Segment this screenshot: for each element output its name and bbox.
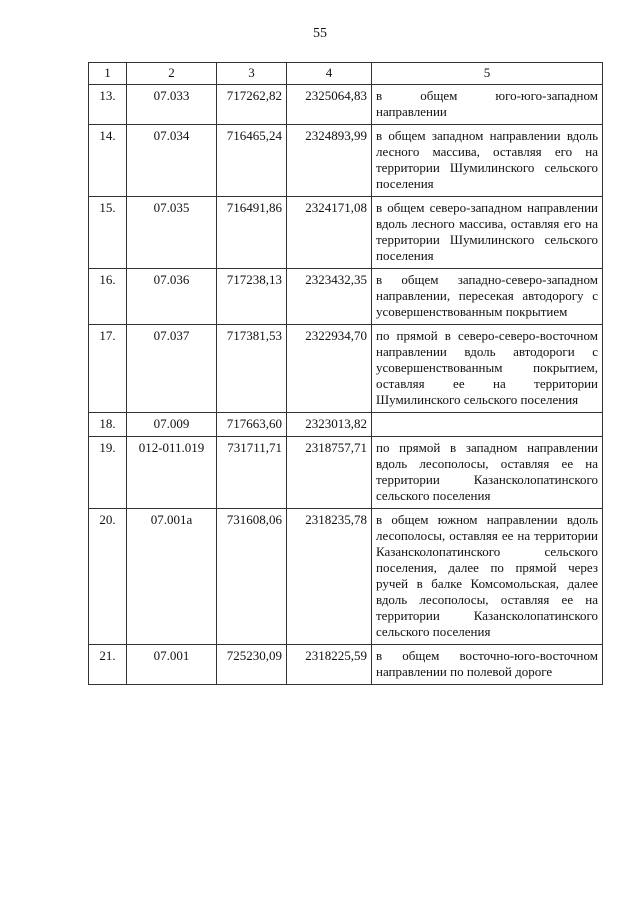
coord-x: 725230,09	[217, 645, 287, 685]
direction-description: в общем южном направлении вдоль лесополосы, оставляя ее на территории Казансколопатинского сельского поселения, далее по прямой через ручей в балке Комсомольская, далее вдоль лесополосы, оставляя ее на территории Казансколопатинского сельского поселения	[372, 509, 603, 645]
point-code: 07.009	[127, 413, 217, 437]
table-row	[89, 197, 603, 269]
header-col-3: 3	[217, 63, 287, 85]
table-body	[89, 85, 603, 685]
coord-x: 731608,06	[217, 509, 287, 645]
table-row	[89, 325, 603, 413]
direction-description	[372, 413, 603, 437]
coord-y: 2324893,99	[287, 125, 372, 197]
table-header-row	[89, 63, 603, 85]
coord-y: 2323013,82	[287, 413, 372, 437]
point-code: 07.035	[127, 197, 217, 269]
header-col-1: 1	[89, 63, 127, 85]
point-code: 012-011.019	[127, 437, 217, 509]
header-col-5: 5	[372, 63, 603, 85]
direction-description: по прямой в северо-северо-восточном направлении вдоль автодороги с усовершенствованным покрытием, оставляя ее на территории Шумилинского сельского поселения	[372, 325, 603, 413]
coord-y: 2323432,35	[287, 269, 372, 325]
row-number: 21.	[89, 645, 127, 685]
row-number: 17.	[89, 325, 127, 413]
table-row	[89, 269, 603, 325]
row-number: 19.	[89, 437, 127, 509]
coord-x: 717381,53	[217, 325, 287, 413]
point-code: 07.001	[127, 645, 217, 685]
coord-x: 717262,82	[217, 85, 287, 125]
coord-y: 2318225,59	[287, 645, 372, 685]
table-row	[89, 509, 603, 645]
table-row	[89, 437, 603, 509]
direction-description: в общем западном направлении вдоль лесного массива, оставляя его на территории Шумилинского сельского поселения	[372, 125, 603, 197]
header-col-2: 2	[127, 63, 217, 85]
point-code: 07.034	[127, 125, 217, 197]
direction-description: по прямой в западном направлении вдоль лесополосы, оставляя ее на территории Казансколопатинского сельского поселения	[372, 437, 603, 509]
coord-x: 717238,13	[217, 269, 287, 325]
coord-y: 2324171,08	[287, 197, 372, 269]
coord-x: 731711,71	[217, 437, 287, 509]
row-number: 13.	[89, 85, 127, 125]
point-code: 07.037	[127, 325, 217, 413]
table-row	[89, 125, 603, 197]
table-row	[89, 645, 603, 685]
row-number: 15.	[89, 197, 127, 269]
direction-description: в общем восточно-юго-восточном направлении по полевой дороге	[372, 645, 603, 685]
coord-y: 2318757,71	[287, 437, 372, 509]
row-number: 16.	[89, 269, 127, 325]
coord-y: 2322934,70	[287, 325, 372, 413]
coord-x: 716465,24	[217, 125, 287, 197]
header-col-4: 4	[287, 63, 372, 85]
coord-y: 2318235,78	[287, 509, 372, 645]
boundary-points-table	[88, 62, 603, 685]
row-number: 20.	[89, 509, 127, 645]
row-number: 14.	[89, 125, 127, 197]
coord-y: 2325064,83	[287, 85, 372, 125]
table-row	[89, 85, 603, 125]
coord-x: 717663,60	[217, 413, 287, 437]
point-code: 07.036	[127, 269, 217, 325]
point-code: 07.033	[127, 85, 217, 125]
point-code: 07.001а	[127, 509, 217, 645]
coord-x: 716491,86	[217, 197, 287, 269]
table-row	[89, 413, 603, 437]
direction-description: в общем северо-западном направлении вдоль лесного массива, оставляя его на территории Шумилинского сельского поселения	[372, 197, 603, 269]
page-number: 55	[313, 26, 327, 41]
row-number: 18.	[89, 413, 127, 437]
direction-description: в общем западно-северо-западном направлении, пересекая автодорогу с усовершенствованным покрытием	[372, 269, 603, 325]
direction-description: в общем юго-юго-западном направлении	[372, 85, 603, 125]
